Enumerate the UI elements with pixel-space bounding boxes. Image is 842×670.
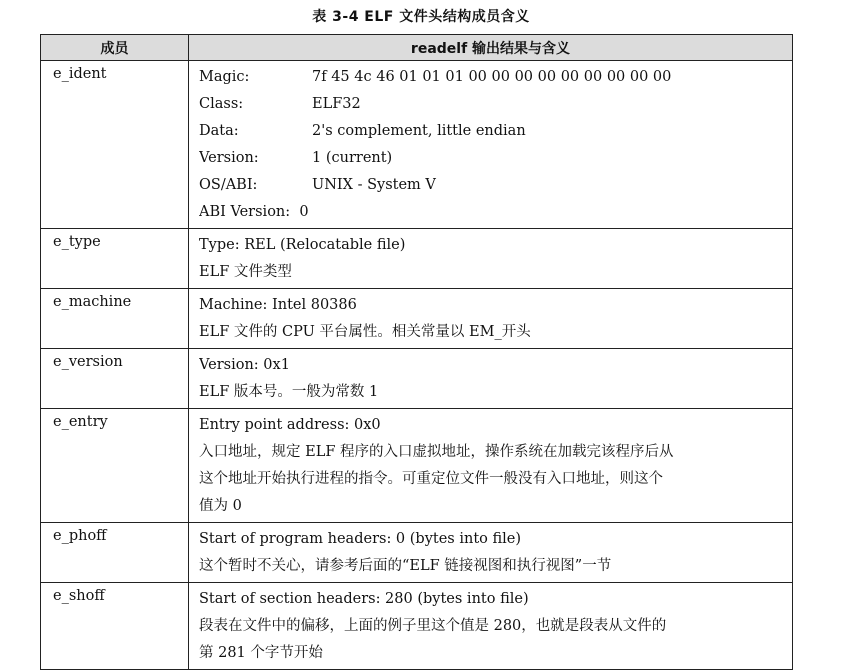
field-value: 2's complement, little endian xyxy=(312,123,526,139)
member-content xyxy=(189,523,793,583)
table-row xyxy=(41,409,793,523)
member-content xyxy=(189,229,793,289)
table-row xyxy=(41,229,793,289)
member-content xyxy=(189,349,793,409)
member-name: e_type xyxy=(41,229,189,289)
description-line: 值为 0 xyxy=(199,498,242,514)
readelf-output-line: Type: REL (Relocatable file) xyxy=(199,237,406,253)
member-content xyxy=(189,583,793,670)
member-content xyxy=(189,289,793,349)
readelf-output-line: Machine: Intel 80386 xyxy=(199,297,357,313)
readelf-output-line: Entry point address: 0x0 xyxy=(199,417,381,433)
description-line: 这个地址开始执行进程的指令。可重定位文件一般没有入口地址，则这个 xyxy=(199,471,663,487)
field-line xyxy=(199,172,786,199)
field-key: Version: xyxy=(199,150,259,166)
table-row xyxy=(41,523,793,583)
table-row xyxy=(41,61,793,229)
member-content xyxy=(189,409,793,523)
description-line: ELF 文件类型 xyxy=(199,264,292,280)
readelf-output-line: Start of program headers: 0 (bytes into file) xyxy=(199,531,522,547)
field-key: Class: xyxy=(199,96,244,112)
description-line: ELF 文件的 CPU 平台属性。相关常量以 EM_开头 xyxy=(199,324,531,340)
field-key: OS/ABI: xyxy=(199,177,258,193)
field-line xyxy=(199,145,786,172)
field-value: UNIX - System V xyxy=(312,177,436,193)
field-value: 0 xyxy=(299,204,309,220)
member-name: e_version xyxy=(41,349,189,409)
field-key: ABI Version: xyxy=(199,204,291,220)
description-line: 入口地址，规定 ELF 程序的入口虚拟地址，操作系统在加载完该程序后从 xyxy=(199,444,674,460)
table-row xyxy=(41,349,793,409)
member-name: e_shoff xyxy=(41,583,189,670)
field-key: Data: xyxy=(199,123,239,139)
description-line: 这个暂时不关心，请参考后面的“ELF 链接视图和执行视图”一节 xyxy=(199,558,612,574)
readelf-output-line: Version: 0x1 xyxy=(199,357,290,373)
field-line xyxy=(199,64,786,91)
table-row xyxy=(41,583,793,670)
table-caption: 表 3-4 ELF 文件头结构成员含义 xyxy=(312,9,530,25)
member-name: e_entry xyxy=(41,409,189,523)
readelf-output-line: Start of section headers: 280 (bytes into file) xyxy=(199,591,529,607)
member-name: e_phoff xyxy=(41,523,189,583)
field-line xyxy=(199,91,786,118)
description-line: 第 281 个字节开始 xyxy=(199,645,323,661)
member-name: e_ident xyxy=(41,61,189,229)
field-line xyxy=(199,118,786,145)
table-header-row xyxy=(41,35,793,61)
description-line: 段表在文件中的偏移，上面的例子里这个值是 280，也就是段表从文件的 xyxy=(199,618,667,634)
field-key: Magic: xyxy=(199,69,250,85)
column-header-member: 成员 xyxy=(41,35,189,61)
description-line: ELF 版本号。一般为常数 1 xyxy=(199,384,379,400)
field-value: 7f 45 4c 46 01 01 01 00 00 00 00 00 00 00 00 00 xyxy=(312,69,672,85)
column-header-output: readelf 输出结果与含义 xyxy=(189,35,793,61)
table-row xyxy=(41,289,793,349)
field-value: ELF32 xyxy=(312,96,361,112)
elf-header-table xyxy=(40,34,793,670)
member-content xyxy=(189,61,793,229)
member-name: e_machine xyxy=(41,289,189,349)
field-line xyxy=(199,199,786,226)
field-value: 1 (current) xyxy=(312,150,393,166)
